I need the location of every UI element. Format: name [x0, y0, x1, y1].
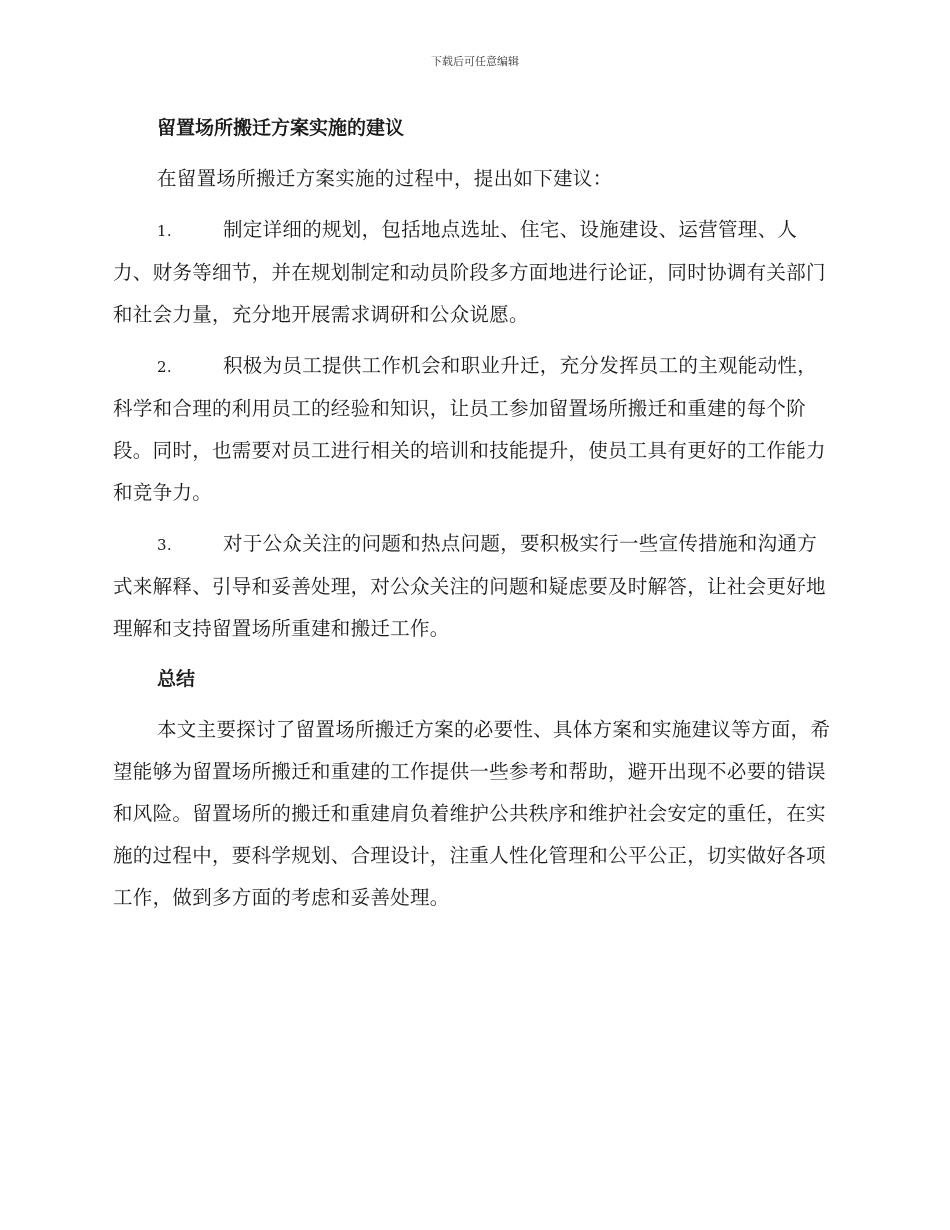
- list-item-3: [113, 523, 833, 650]
- list-item-2: [113, 345, 833, 514]
- list-number: 3.: [157, 536, 172, 554]
- list-item-text: 对于公众关注的问题和热点问题，要积极实行一些宣传措施和沟通方式来解释、引导和妥善处理，对公众关注的问题和疑虑要及时解答，让社会更好地理解和支持留置场所重建和搬迁工作。: [113, 532, 826, 640]
- summary-paragraph: 本文主要探讨了留置场所搬迁方案的必要性、具体方案和实施建议等方面，希望能够为留置场所搬迁和重建的工作提供一些参考和帮助，避开出现不必要的错误和风险。留置场所的搬迁和重建肩负着维护公共秩序和维护社会安定的重任，在实施的过程中，要科学规划、合理设计，注重人性化管理和公平公正，切实做好各项工作，做到多方面的考虑和妥善处理。: [113, 718, 831, 909]
- section-title-summary: 总结: [157, 668, 196, 690]
- list-number: 1.: [157, 222, 172, 240]
- page-header-note: 下载后可任意编辑: [431, 55, 519, 68]
- list-item-1: [113, 209, 833, 336]
- list-number: 2.: [157, 358, 172, 376]
- section-title-suggestions: 留置场所搬迁方案实施的建议: [157, 117, 405, 139]
- list-item-text: 积极为员工提供工作机会和职业升迁，充分发挥员工的主观能动性，科学和合理的利用员工的经验和知识，让员工参加留置场所搬迁和重建的每个阶段。同时，也需要对员工进行相关的培训和技能提升，使员工具有更好的工作能力和竞争力。: [113, 354, 826, 504]
- document-body: [113, 108, 833, 928]
- list-item-text: 制定详细的规划，包括地点选址、住宅、设施建设、运营管理、人力、财务等细节，并在规划制定和动员阶段多方面地进行论证，同时协调有关部门和社会力量，充分地开展需求调研和公众说愿。: [113, 218, 826, 326]
- section-intro-paragraph: 在留置场所搬迁方案实施的过程中，提出如下建议：: [157, 167, 613, 190]
